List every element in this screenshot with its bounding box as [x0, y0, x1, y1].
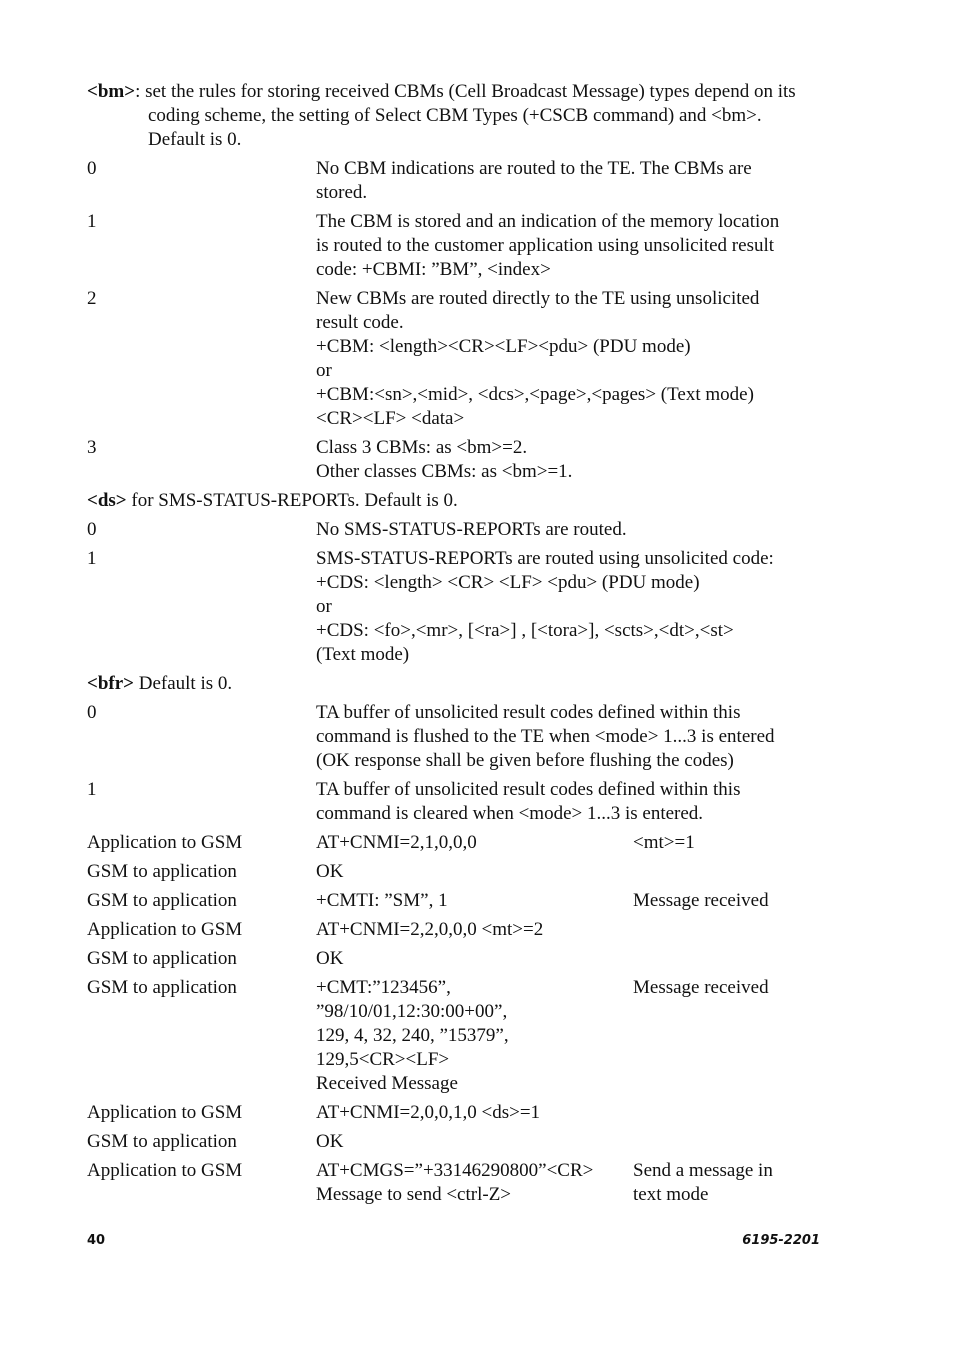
param-ds-text: for SMS-STATUS-REPORTs. Default is 0.	[126, 490, 458, 511]
param-value: 0	[87, 519, 97, 540]
example-row	[87, 1101, 822, 1125]
example-row	[87, 831, 822, 855]
example-direction: Application to GSM	[87, 832, 243, 853]
example-row	[87, 918, 822, 942]
example-note	[633, 1101, 822, 1125]
param-bfr-description	[87, 672, 822, 696]
param-row	[87, 778, 822, 826]
example-direction: GSM to application	[87, 948, 237, 969]
param-text: Class 3 CBMs: as <bm>=2. Other classes CBMs: as <bm>=1.	[316, 437, 573, 482]
param-text: TA buffer of unsolicited result codes defined within this command is cleared when <mode> 1...3 is entered.	[316, 779, 741, 824]
example-note	[633, 1130, 822, 1154]
param-row	[87, 287, 822, 431]
param-bm-text: : set the rules for storing received CBMs (Cell Broadcast Message) types depend on its coding scheme, the setting of Select CBM Types (+CSCB command) and <bm>. Default is 0.	[135, 81, 796, 150]
example-command: OK	[316, 1131, 344, 1152]
example-command: AT+CNMI=2,0,0,1,0 <ds>=1	[316, 1102, 541, 1123]
example-direction: GSM to application	[87, 890, 237, 911]
param-row	[87, 157, 822, 205]
param-bfr-term: <bfr>	[87, 673, 134, 694]
example-row	[87, 889, 822, 913]
example-note	[633, 947, 822, 971]
param-value: 1	[87, 779, 97, 800]
param-row	[87, 436, 822, 484]
example-command: OK	[316, 948, 344, 969]
example-note: Send a message in text mode	[633, 1160, 773, 1205]
example-row	[87, 860, 822, 884]
param-text: No SMS-STATUS-REPORTs are routed.	[316, 519, 627, 540]
example-note	[633, 860, 822, 884]
example-row	[87, 1159, 822, 1207]
param-row	[87, 518, 822, 542]
example-command: OK	[316, 861, 344, 882]
page-number: 40	[87, 1233, 106, 1248]
param-value: 3	[87, 437, 97, 458]
example-note: Message received	[633, 977, 769, 998]
document-number: 6195-2201	[742, 1233, 820, 1248]
example-command: +CMTI: ”SM”, 1	[316, 890, 448, 911]
example-note	[633, 918, 822, 942]
page-footer	[87, 1233, 820, 1248]
example-direction: Application to GSM	[87, 1160, 243, 1181]
example-note: <mt>=1	[633, 832, 695, 853]
example-direction: Application to GSM	[87, 919, 243, 940]
param-value: 2	[87, 288, 97, 309]
param-ds-term: <ds>	[87, 490, 127, 511]
param-text: The CBM is stored and an indication of the memory location is routed to the customer application using unsolicited result code: +CBMI: ”BM”, <index>	[316, 211, 780, 280]
example-command: AT+CNMI=2,1,0,0,0	[316, 832, 477, 853]
param-value: 1	[87, 211, 97, 232]
example-row	[87, 976, 822, 1096]
param-ds-description	[87, 489, 822, 513]
param-row	[87, 547, 822, 667]
example-command: AT+CMGS=”+33146290800”<CR> Message to send <ctrl-Z>	[316, 1160, 594, 1205]
param-text: SMS-STATUS-REPORTs are routed using unsolicited code: +CDS: <length> <CR> <LF> <pdu> (PDU mode) or +CDS: <fo>,<mr>, [<ra>] , [<tora>], <scts>,<dt>,<st> (Text mode)	[316, 548, 774, 665]
param-value: 1	[87, 548, 97, 569]
example-direction: GSM to application	[87, 977, 237, 998]
param-text: New CBMs are routed directly to the TE using unsolicited result code. +CBM: <length><CR><LF><pdu> (PDU mode) or +CBM:<sn>,<mid>, <dcs>,<page>,<pages> (Text mode) <CR><LF> <data>	[316, 288, 760, 429]
param-value: 0	[87, 158, 97, 179]
example-direction: GSM to application	[87, 1131, 237, 1152]
param-bm-description	[87, 80, 822, 152]
param-row	[87, 210, 822, 282]
page-content	[87, 80, 822, 1212]
example-table	[87, 831, 822, 1207]
param-text: No CBM indications are routed to the TE. The CBMs are stored.	[316, 158, 752, 203]
example-direction: GSM to application	[87, 861, 237, 882]
param-bfr-text: Default is 0.	[133, 673, 233, 694]
example-row	[87, 1130, 822, 1154]
param-bm-term: <bm>	[87, 81, 136, 102]
example-row	[87, 947, 822, 971]
example-direction: Application to GSM	[87, 1102, 243, 1123]
param-value: 0	[87, 702, 97, 723]
param-row	[87, 701, 822, 773]
example-command: AT+CNMI=2,2,0,0,0 <mt>=2	[316, 919, 544, 940]
param-text: TA buffer of unsolicited result codes defined within this command is flushed to the TE when <mode> 1...3 is entered (OK response shall be given before flushing the codes)	[316, 702, 775, 771]
example-command: +CMT:”123456”, ”98/10/01,12:30:00+00”, 129, 4, 32, 240, ”15379”, 129,5<CR><LF> Received Message	[316, 977, 509, 1094]
example-note: Message received	[633, 890, 769, 911]
